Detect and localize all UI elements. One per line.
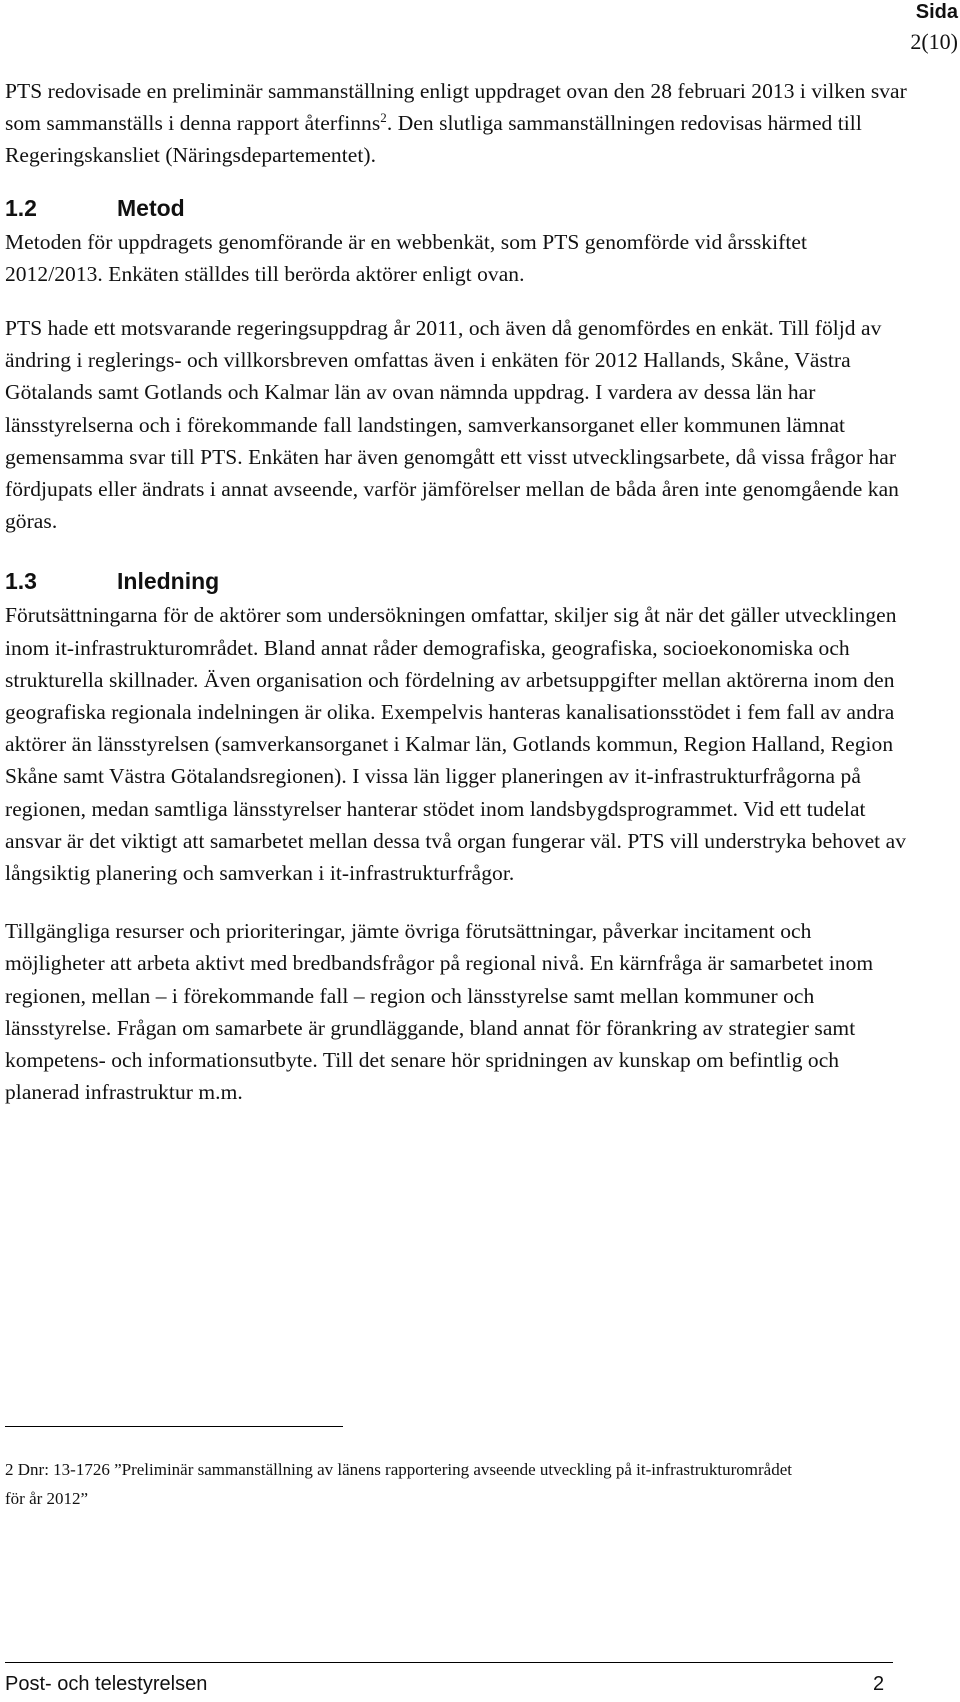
footer-organization: Post- och telestyrelsen <box>5 1673 208 1695</box>
intro-text-after: . Den slutliga sammanställningen redovisas härmed till Regeringskansliet (Näringsdepartementet). <box>5 111 862 168</box>
intro-text: PTS redovisade en preliminär sammanställning enligt uppdraget ovan den 28 februari 2013 i vilken svar som sammanställs i denna rapport återfinns <box>5 79 907 136</box>
section-number: 1.3 <box>5 568 37 595</box>
section-heading-metod <box>5 190 910 226</box>
section-number: 1.2 <box>5 194 37 221</box>
intro-paragraph <box>5 75 910 172</box>
footnote-ref[interactable]: 2 <box>380 110 387 126</box>
page-label: Sida <box>915 1 958 23</box>
method-paragraph-1: Metoden för uppdragets genomförande är en webbenkät, som PTS genomförde vid årsskiftet 2012/2013. Enkäten ställdes till berörda aktörer enligt ovan. <box>5 229 807 286</box>
inledning-paragraph-1: Förutsättningarna för de aktörer som undersökningen omfattar, skiljer sig åt när det gäller utvecklingen inom it-infrastrukturområdet. Bland annat råder demografiska, geografiska, socioekonomiska och strukturella skillnader. Även organisation och fördelning av arbetsuppgifter mellan aktörerna inom den geografiska regionala indelningen är olika. Exempelvis hanteras kanalisationsstödet i fem fall av andra aktörer än länsstyrelsen (samverkansorganet i Kalmar län, Gotlands kommun, Region Halland, Region Skåne samt Västra Götalandsregionen). I vissa län ligger planeringen av it-infrastrukturfrågorna på regionen, medan samtliga länsstyrelser hanterar stödet inom landsbygdsprogrammet. Vid ett tudelat ansvar är det viktigt att samarbetet mellan dessa två organ fungerar väl. PTS vill understryka behovet av långsiktig planering och samverkan i it-infrastrukturfrågor. <box>5 603 907 886</box>
footer-divider <box>5 1662 893 1663</box>
document-body <box>5 75 910 1108</box>
footnote-divider <box>5 1426 343 1427</box>
page-indicator <box>910 0 958 54</box>
footnote <box>5 1455 795 1513</box>
footnote-number: 2 <box>5 1460 14 1479</box>
footnote-text: Dnr: 13-1726 ”Preliminär sammanställning av länens rapportering avseende utveckling på it-infrastrukturområdet för år 2012” <box>5 1460 792 1508</box>
inledning-paragraph-2: Tillgängliga resurser och prioriteringar, jämte övriga förutsättningar, påverkar incitament och möjligheter att arbeta aktivt med bredbandsfrågor på regional nivå. En kärnfråga är samarbetet inom regionen, mellan – i förekommande fall – region och länsstyrelse samt mellan kommuner och länsstyrelse. Frågan om samarbete är grundläggande, bland annat för förankring av strategier samt kompetens- och informationsutbyte. Till det senare hör spridningen av kunskap om befintlig och planerad infrastruktur m.m. <box>5 919 874 1105</box>
section-title: Metod <box>117 194 185 221</box>
method-paragraph-2: PTS hade ett motsvarande regeringsuppdrag år 2011, och även då genomfördes en enkät. Till följd av ändring i reglerings- och villkorsbreven omfattas även i enkäten för 2012 Hallands, Skåne, Västra Götalands samt Gotlands och Kalmar län av ovan nämnda uppdrag. I vardera av dessa län har länsstyrelserna och i förekommande fall landstingen, samverkansorganet eller kommunen lämnat gemensamma svar till PTS. Enkäten har även genomgått ett visst utvecklingsarbete, då vissa frågor har fördjupats eller ändrats i annat avseende, varför jämförelser mellan de båda åren inte genomgående kan göras. <box>5 316 899 534</box>
footer-page-number: 2 <box>873 1673 885 1695</box>
page-number: 2(10) <box>910 29 958 54</box>
section-heading-inledning <box>5 563 910 599</box>
section-title: Inledning <box>117 568 220 595</box>
